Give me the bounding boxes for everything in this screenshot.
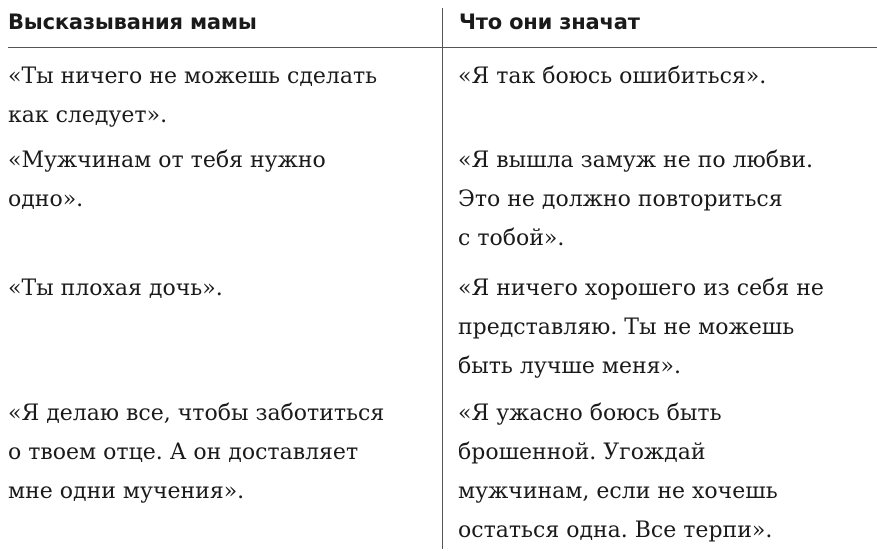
comparison-table <box>8 0 877 551</box>
header-divider <box>8 47 877 48</box>
header-meanings: Что они значат <box>459 10 640 34</box>
row-1-saying: «Ты ничего не можешь сделать как следует». <box>8 64 378 128</box>
header-mom-sayings: Высказывания мамы <box>8 10 257 34</box>
column-divider <box>442 8 443 549</box>
row-2-saying: «Мужчинам от тебя нужно одно». <box>8 148 326 212</box>
row-3-saying: «Ты плохая дочь». <box>8 276 223 301</box>
row-4-meaning: «Я ужасно боюсь быть брошенной. Угождай мужчинам, если не хочешь остаться одна. Все терпи». <box>458 401 778 543</box>
row-2-meaning: «Я вышла замуж не по любви. Это не должно повториться с тобой». <box>458 148 814 251</box>
row-3-meaning: «Я ничего хорошего из себя не представляю. Ты не можешь быть лучше меня». <box>458 276 824 379</box>
row-1-meaning: «Я так боюсь ошибиться». <box>458 64 767 89</box>
row-4-saying: «Я делаю все, чтобы заботиться о твоем отце. А он доставляет мне одни мучения». <box>8 401 385 504</box>
